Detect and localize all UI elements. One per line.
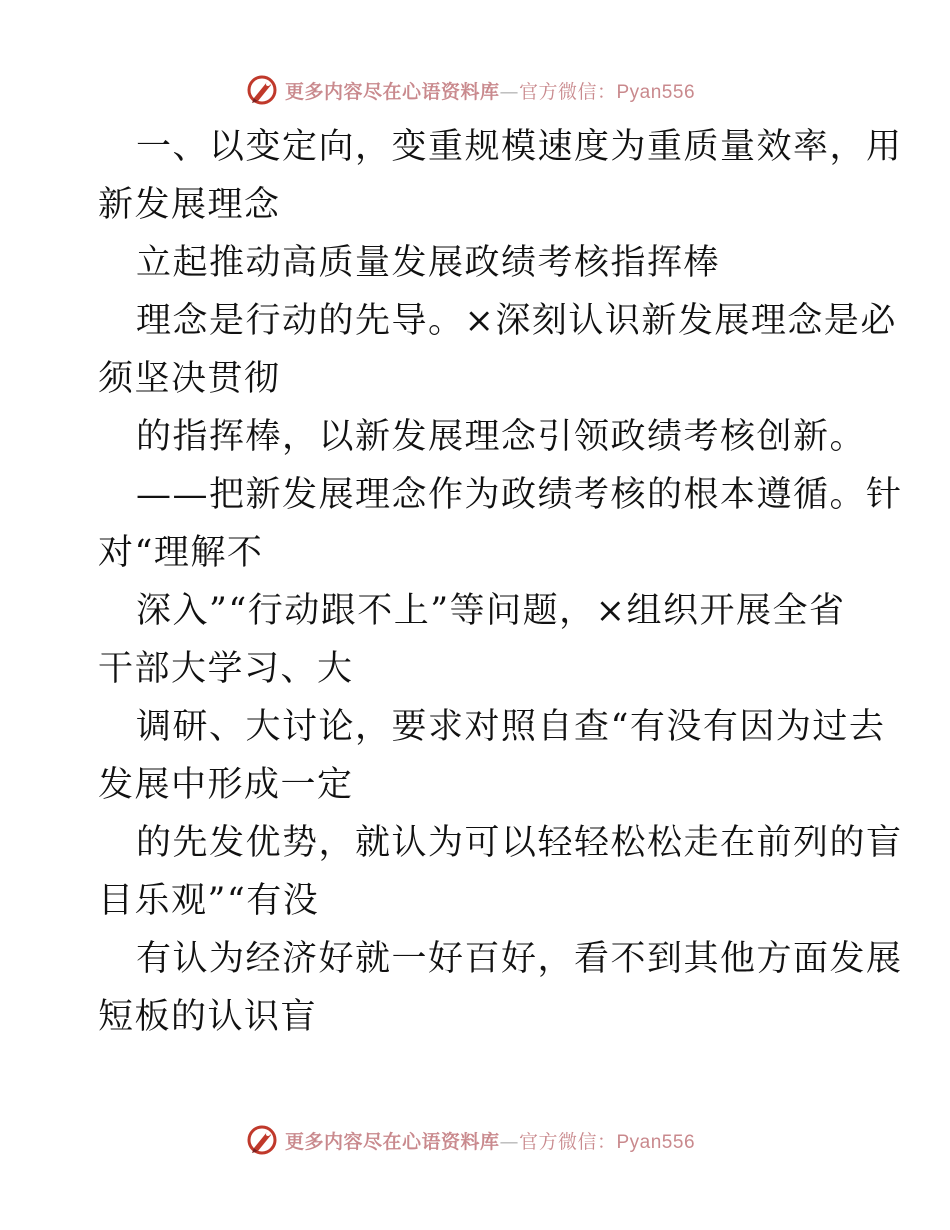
footer-banner: [0, 1120, 950, 1160]
body-line: 短板的认识盲: [98, 997, 318, 1037]
footer-banner-text: [285, 1127, 695, 1154]
body-line: 调研、大讨论，要求对照自查“有没有因为过去: [136, 707, 886, 747]
body-line: 干部大学习、大: [98, 649, 354, 689]
footer-separator: —: [499, 1130, 519, 1153]
header-banner-text: [285, 77, 695, 104]
body-line: 的先发优势，就认为可以轻轻松松走在前列的盲: [136, 823, 903, 863]
body-line: 发展中形成一定: [98, 765, 354, 805]
header-separator: —: [499, 80, 519, 103]
footer-banner-inner: [245, 1123, 695, 1157]
footer-wechat-id: Pyan556: [616, 1131, 696, 1153]
body-line: 有认为经济好就一好百好，看不到其他方面发展: [136, 939, 903, 979]
footer-brand-text: 更多内容尽在心语资料库: [284, 1130, 500, 1153]
header-wechat-id: Pyan556: [616, 81, 696, 103]
body-line: 目乐观”“有没: [98, 881, 320, 921]
body-line: 须坚决贯彻: [98, 359, 281, 399]
body-line: 对“理解不: [98, 533, 264, 573]
body-line: 的指挥棒，以新发展理念引领政绩考核创新。: [136, 417, 867, 457]
footer-wechat-label: 官方微信：: [518, 1130, 617, 1153]
body-line: 立起推动高质量发展政绩考核指挥棒: [136, 243, 721, 283]
body-line: 深入”“行动跟不上”等问题，×组织开展全省: [136, 591, 846, 631]
header-banner: [0, 70, 950, 110]
body-line: 一、以变定向，变重规模速度为重质量效率，用: [136, 127, 903, 167]
document-body: [98, 118, 903, 1046]
header-banner-inner: [245, 73, 695, 107]
body-line: 理念是行动的先导。×深刻认识新发展理念是必: [136, 301, 897, 341]
pen-nib-logo-icon: [245, 73, 279, 107]
body-line: ——把新发展理念作为政绩考核的根本遵循。针: [136, 475, 903, 515]
header-wechat-label: 官方微信：: [518, 80, 617, 103]
body-line: 新发展理念: [98, 185, 281, 225]
header-brand-text: 更多内容尽在心语资料库: [284, 80, 500, 103]
pen-nib-logo-icon: [245, 1123, 279, 1157]
